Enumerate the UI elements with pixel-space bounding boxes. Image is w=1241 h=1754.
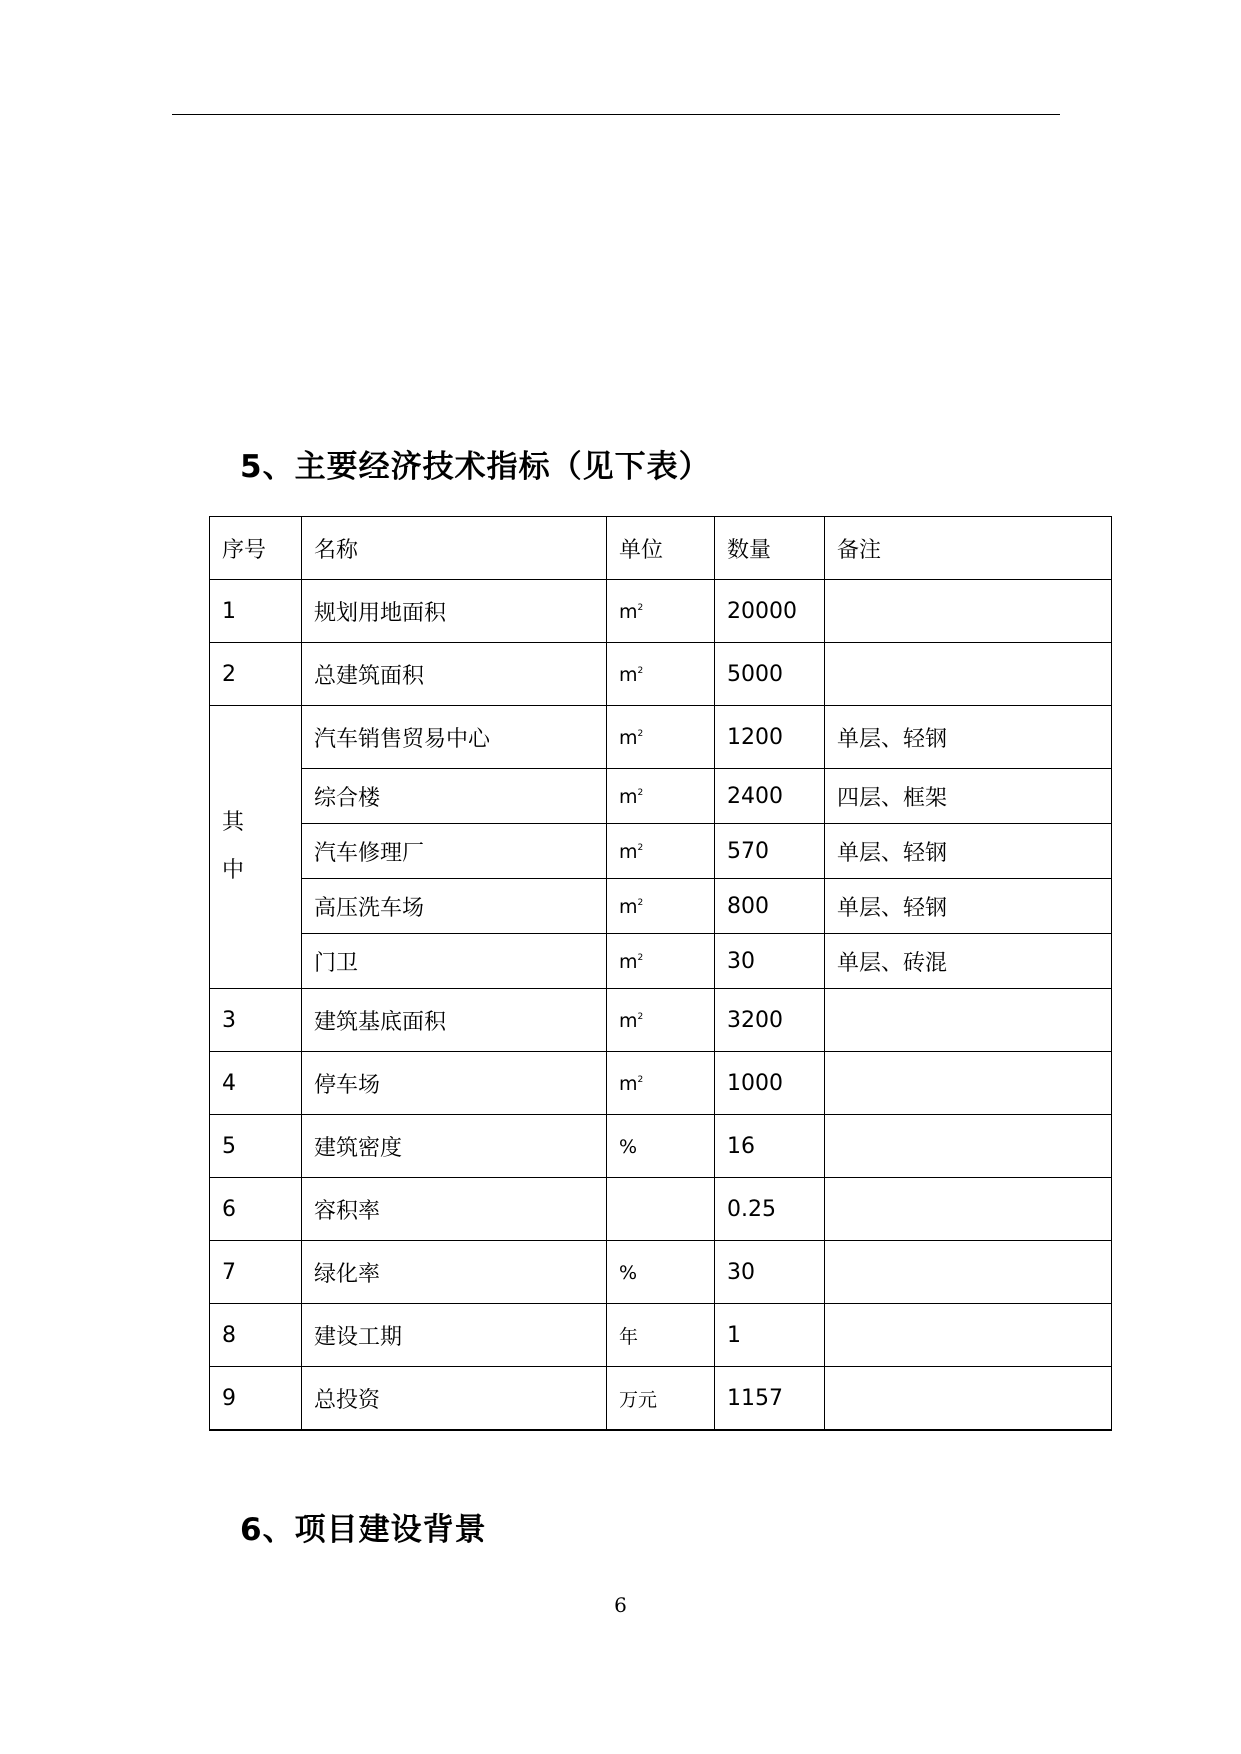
- cell-note: [825, 580, 1112, 643]
- cell-quantity: 16: [715, 1115, 825, 1178]
- table-row: [210, 1178, 1112, 1241]
- section-6-heading: 6、项目建设背景: [240, 1512, 487, 1548]
- cell-unit: $m^2$: [607, 1052, 715, 1115]
- cell-name: 门卫: [302, 934, 607, 989]
- header-rule: [172, 114, 1060, 115]
- cell-unit: $m^2$: [607, 643, 715, 706]
- cell-unit: %: [607, 1115, 715, 1178]
- table-row: [210, 1241, 1112, 1304]
- cell-name: 建筑密度: [302, 1115, 607, 1178]
- cell-quantity: 0.25: [715, 1178, 825, 1241]
- table-row: [210, 1115, 1112, 1178]
- cell-name: 汽车销售贸易中心: [302, 706, 607, 769]
- cell-name: 总建筑面积: [302, 643, 607, 706]
- cell-note: [825, 643, 1112, 706]
- cell-index: 8: [210, 1304, 302, 1367]
- cell-note: [825, 1178, 1112, 1241]
- table-row: [210, 643, 1112, 706]
- table-row: [210, 934, 1112, 989]
- cell-unit: %: [607, 1241, 715, 1304]
- cell-note: [825, 989, 1112, 1052]
- table-row: [210, 879, 1112, 934]
- cell-index: 7: [210, 1241, 302, 1304]
- cell-unit: 年: [607, 1304, 715, 1367]
- header-cell-unit: 单位: [607, 517, 715, 580]
- cell-name: 规划用地面积: [302, 580, 607, 643]
- table-row: [210, 824, 1112, 879]
- cell-name: 容积率: [302, 1178, 607, 1241]
- header-cell-name: 名称: [302, 517, 607, 580]
- cell-note: [825, 1052, 1112, 1115]
- cell-unit: $m^2$: [607, 580, 715, 643]
- cell-unit: $m^2$: [607, 706, 715, 769]
- cell-name: 停车场: [302, 1052, 607, 1115]
- cell-unit: $m^2$: [607, 824, 715, 879]
- table-row: [210, 706, 1112, 769]
- cell-quantity: 1157: [715, 1367, 825, 1431]
- cell-note: [825, 1304, 1112, 1367]
- cell-quantity: 800: [715, 879, 825, 934]
- cell-quantity: 3200: [715, 989, 825, 1052]
- cell-note: 单层、砖混: [825, 934, 1112, 989]
- table-row: [210, 769, 1112, 824]
- page-number: 6: [614, 1593, 627, 1617]
- cell-unit: 万元: [607, 1367, 715, 1431]
- cell-note: [825, 1367, 1112, 1431]
- merged-group-label-cell: [210, 706, 302, 989]
- cell-name: 汽车修理厂: [302, 824, 607, 879]
- table-row: [210, 989, 1112, 1052]
- cell-note: [825, 1241, 1112, 1304]
- cell-index: 4: [210, 1052, 302, 1115]
- cell-name: 绿化率: [302, 1241, 607, 1304]
- table-row: [210, 1304, 1112, 1367]
- economic-indicators-table: [209, 516, 1112, 1431]
- table-header-row: [210, 517, 1112, 580]
- cell-index: 5: [210, 1115, 302, 1178]
- cell-note: 单层、轻钢: [825, 879, 1112, 934]
- table-row: [210, 1052, 1112, 1115]
- cell-name: 建筑基底面积: [302, 989, 607, 1052]
- cell-note: 单层、轻钢: [825, 824, 1112, 879]
- cell-note: [825, 1115, 1112, 1178]
- cell-name: 建设工期: [302, 1304, 607, 1367]
- header-cell-quantity: 数量: [715, 517, 825, 580]
- table-row: [210, 580, 1112, 643]
- section-5-heading: 5、主要经济技术指标（见下表）: [240, 449, 711, 485]
- cell-note: 单层、轻钢: [825, 706, 1112, 769]
- cell-unit: $m^2$: [607, 934, 715, 989]
- cell-unit: $m^2$: [607, 989, 715, 1052]
- cell-quantity: 1: [715, 1304, 825, 1367]
- cell-index: 3: [210, 989, 302, 1052]
- cell-index: 1: [210, 580, 302, 643]
- header-cell-note: 备注: [825, 517, 1112, 580]
- cell-unit: $m^2$: [607, 879, 715, 934]
- cell-name: 总投资: [302, 1367, 607, 1431]
- cell-unit: $m^2$: [607, 769, 715, 824]
- cell-quantity: 1000: [715, 1052, 825, 1115]
- cell-quantity: 30: [715, 1241, 825, 1304]
- cell-quantity: 1200: [715, 706, 825, 769]
- cell-quantity: 30: [715, 934, 825, 989]
- cell-index: 2: [210, 643, 302, 706]
- group-label: 其中: [222, 810, 245, 883]
- cell-index: 6: [210, 1178, 302, 1241]
- cell-note: 四层、框架: [825, 769, 1112, 824]
- cell-quantity: 5000: [715, 643, 825, 706]
- cell-quantity: 570: [715, 824, 825, 879]
- cell-quantity: 2400: [715, 769, 825, 824]
- cell-name: 高压洗车场: [302, 879, 607, 934]
- cell-quantity: 20000: [715, 580, 825, 643]
- header-cell-index: 序号: [210, 517, 302, 580]
- table-row: [210, 1367, 1112, 1431]
- cell-name: 综合楼: [302, 769, 607, 824]
- cell-unit: [607, 1178, 715, 1241]
- cell-index: 9: [210, 1367, 302, 1431]
